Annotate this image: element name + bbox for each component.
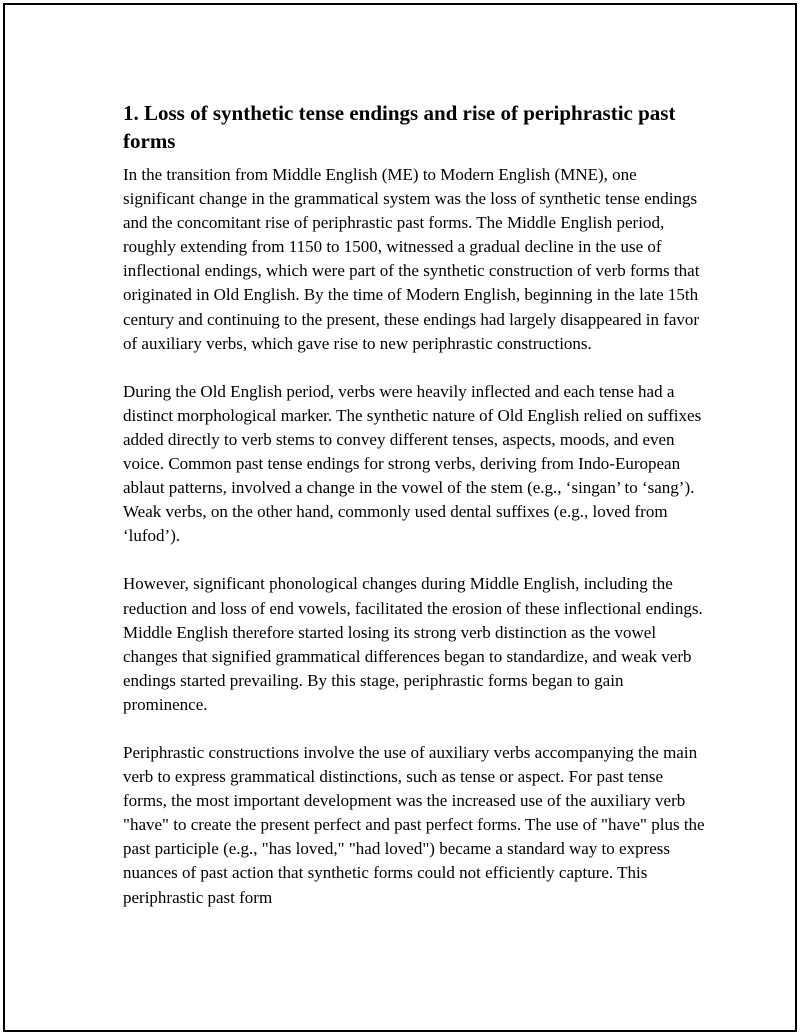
paragraph-3: However, significant phonological changes during Middle English, including the reduction and loss of end vowels, facilitated the erosion of these inflectional endings. Middle English therefore started losing its strong verb distinction as the vowel changes that signified grammatical differences began to standardize, and weak verb endings started prevailing. By this stage, periphrastic forms began to gain prominence. [123,574,703,714]
page-frame [3,3,797,1032]
paragraph-1: In the transition from Middle English (ME) to Modern English (MNE), one significant change in the grammatical system was the loss of synthetic tense endings and the concomitant rise of periphrastic past forms. The Middle English period, roughly extending from 1150 to 1500, witnessed a gradual decline in the use of inflectional endings, which were part of the synthetic construction of verb forms that originated in Old English. By the time of Modern English, beginning in the late 15th century and continuing to the present, these endings had largely disappeared in favor of auxiliary verbs, which gave rise to new periphrastic constructions. [123,165,700,353]
page-content [123,99,708,934]
paragraph-4: Periphrastic constructions involve the use of auxiliary verbs accompanying the main verb to express grammatical distinctions, such as tense or aspect. For past tense forms, the most important development was the increased use of the auxiliary verb "have" to create the present perfect and past perfect forms. The use of "have" plus the past participle (e.g., "has loved," "had loved") became a standard way to express nuances of past action that synthetic forms could not efficiently capture. This periphrastic past form [123,742,705,907]
paragraph-2: During the Old English period, verbs were heavily inflected and each tense had a distinct morphological marker. The synthetic nature of Old English relied on suffixes added directly to verb stems to convey different tenses, aspects, moods, and even voice. Common past tense endings for strong verbs, deriving from Indo-European ablaut patterns, involved a change in the vowel of the stem (e.g., ‘singan’ to ‘sang’). Weak verbs, on the other hand, commonly used dental suffixes (e.g., loved from ‘lufod’). [123,381,702,546]
section-heading: 1. Loss of synthetic tense endings and rise of periphrastic past forms [123,101,676,153]
